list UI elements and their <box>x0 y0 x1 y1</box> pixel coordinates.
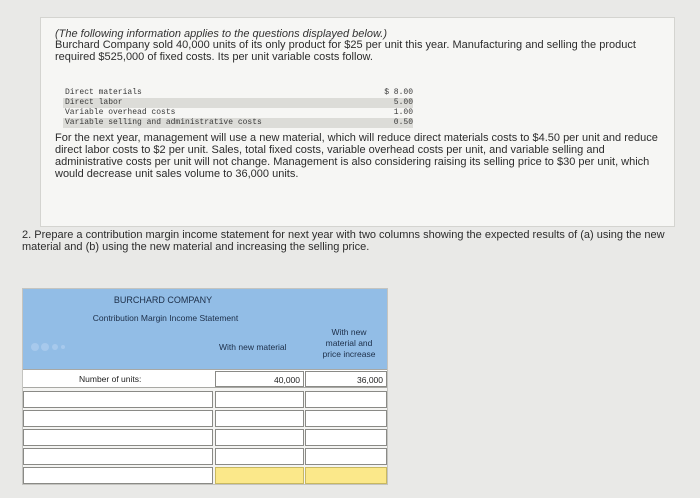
row-label-input[interactable] <box>23 448 213 465</box>
variable-cost-table <box>63 88 413 128</box>
table-row <box>23 409 387 428</box>
amount-input-price-increase[interactable] <box>305 410 387 427</box>
cost-row <box>63 98 413 108</box>
amount-input-new-material[interactable] <box>215 391 304 408</box>
cost-row <box>63 108 413 118</box>
intro-paragraph: Burchard Company sold 40,000 units of its only product for $25 per unit this year. Manufacturing and selling the product required $525,000 of fixed costs. Its per unit variable costs follow. <box>55 39 636 63</box>
cost-label: Direct materials <box>65 88 142 97</box>
problem-info-panel <box>40 17 675 227</box>
row-label-input[interactable] <box>23 410 213 427</box>
units-row <box>23 369 387 388</box>
column-header-new-material: With new material <box>219 342 287 352</box>
cost-value: 0.50 <box>393 118 413 127</box>
income-statement-worksheet <box>22 288 388 485</box>
company-name: BURCHARD COMPANY <box>113 295 213 305</box>
units-label: Number of units: <box>79 374 142 384</box>
amount-input-price-increase[interactable] <box>305 391 387 408</box>
table-row <box>23 447 387 466</box>
row-label-input[interactable] <box>23 467 213 484</box>
row-label-input[interactable] <box>23 429 213 446</box>
row-label-input[interactable] <box>23 391 213 408</box>
cost-label: Variable overhead costs <box>65 108 176 117</box>
cost-value: $ 8.00 <box>384 88 413 97</box>
cost-value: 1.00 <box>393 108 413 117</box>
amount-input-new-material[interactable] <box>215 429 304 446</box>
column-header-line: price increase <box>322 349 376 359</box>
worksheet-header <box>23 289 387 369</box>
units-value-price-increase: 36,000 <box>305 371 387 387</box>
amount-input-price-increase[interactable] <box>305 448 387 465</box>
amount-input-new-material[interactable] <box>215 467 304 484</box>
cost-value: 5.00 <box>393 98 413 107</box>
cost-label: Direct labor <box>65 98 123 107</box>
cost-row <box>63 118 413 128</box>
question-text: 2. Prepare a contribution margin income statement for next year with two columns showing the expected results of (a) using the new material and (b) using the new material and increasing the selling price. <box>22 229 665 253</box>
amount-input-price-increase[interactable] <box>305 429 387 446</box>
column-header-line: material and <box>325 338 373 348</box>
decorative-dots-icon <box>29 338 69 356</box>
cost-row <box>63 88 413 98</box>
info-note: (The following information applies to the questions displayed below.) <box>55 28 388 40</box>
table-row <box>23 390 387 409</box>
column-header-price-increase <box>309 327 389 360</box>
statement-entry-grid <box>23 390 387 485</box>
statement-title: Contribution Margin Income Statement <box>92 313 239 323</box>
amount-input-new-material[interactable] <box>215 448 304 465</box>
table-row <box>23 428 387 447</box>
units-value-new-material: 40,000 <box>215 371 304 387</box>
next-year-paragraph: For the next year, management will use a new material, which will reduce direct materials costs to $4.50 per unit and reduce direct labor costs to $2 per unit. Sales, total fixed costs, variable overhead costs per unit, and variable selling and administrative costs per unit will not change. Management is also considering raising its selling price to $30 per unit, which would decrease unit sales volume to 36,000 units. <box>55 132 658 180</box>
amount-input-new-material[interactable] <box>215 410 304 427</box>
column-header-line: With new <box>331 327 367 337</box>
table-row <box>23 466 387 485</box>
amount-input-price-increase[interactable] <box>305 467 387 484</box>
cost-label: Variable selling and administrative costs <box>65 118 262 127</box>
